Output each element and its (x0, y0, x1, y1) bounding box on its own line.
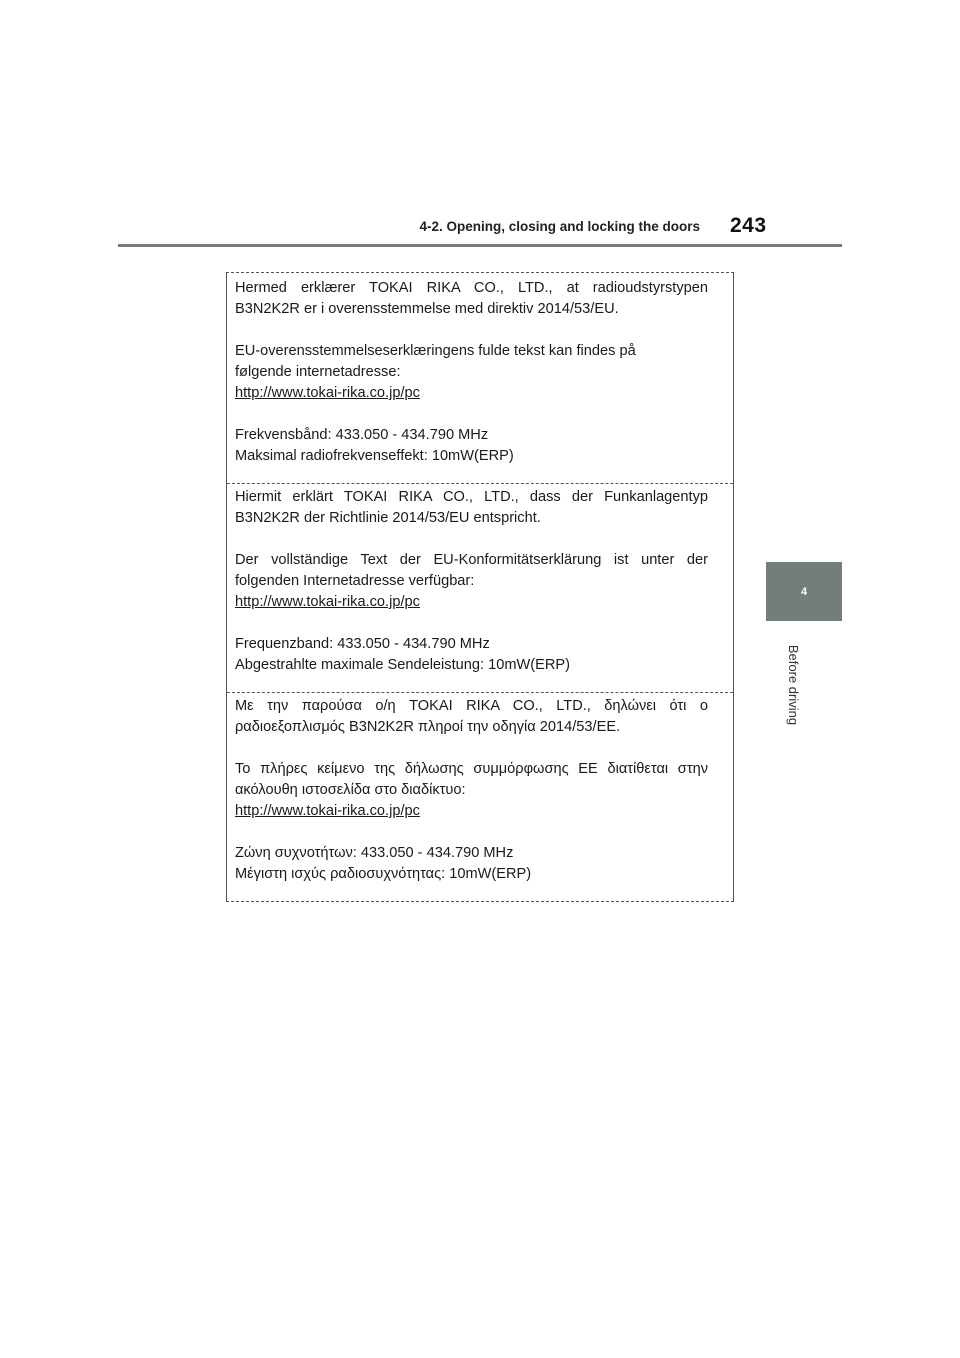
frequency-band: Ζώνη συχνοτήτων: 433.050 - 434.790 MHz (235, 845, 514, 861)
frequency-band: Frequenzband: 433.050 - 434.790 MHz (235, 636, 490, 652)
notice-line: folgenden Internetadresse verfügbar: (235, 573, 475, 589)
block-divider (227, 692, 733, 693)
notice-line: EU-overensstemmelseserklæringens fulde tekst kan findes på (235, 343, 636, 359)
declaration-line: B3N2K2R der Richtlinie 2014/53/EU entspricht. (235, 510, 541, 526)
declaration-statement (235, 278, 708, 320)
declaration-url-link[interactable]: http://www.tokai-rika.co.jp/pc (235, 594, 420, 610)
radio-specs (235, 425, 708, 467)
declaration-block-danish (227, 278, 733, 467)
page-number: 243 (730, 214, 767, 237)
full-text-notice (235, 550, 708, 613)
radio-specs (235, 843, 708, 885)
max-power: Abgestrahlte maximale Sendeleistung: 10mW(ERP) (235, 657, 570, 673)
max-power: Μέγιστη ισχύς ραδιοσυχνότητας: 10mW(ERP) (235, 866, 532, 882)
full-text-notice (235, 341, 708, 404)
declaration-line: Hiermit erklärt TOKAI RIKA CO., LTD., dass der Funkanlagentyp (235, 489, 708, 505)
chapter-tab (766, 562, 842, 621)
chapter-number: 4 (800, 585, 808, 598)
notice-line: Το πλήρες κείμενο της δήλωσης συμμόρφωσης ΕΕ διατίθεται στην (235, 761, 708, 777)
declaration-statement (235, 487, 708, 529)
declaration-statement (235, 696, 708, 738)
section-title: 4-2. Opening, closing and locking the doors (419, 219, 700, 234)
declaration-line: ραδιοεξοπλισμός B3N2K2R πληροί την οδηγία 2014/53/ΕΕ. (235, 719, 621, 735)
declaration-line: Hermed erklærer TOKAI RIKA CO., LTD., at radioudstyrstypen (235, 280, 708, 296)
block-divider (227, 483, 733, 484)
declaration-block-greek (227, 696, 733, 885)
header-rule (118, 244, 842, 247)
declaration-box (226, 272, 734, 902)
declaration-line: Με την παρούσα ο/η TOKAI RIKA CO., LTD., δηλώνει ότι ο (235, 698, 708, 714)
declaration-url-link[interactable]: http://www.tokai-rika.co.jp/pc (235, 385, 420, 401)
declaration-line: B3N2K2R er i overensstemmelse med direktiv 2014/53/EU. (235, 301, 619, 317)
notice-line: ακόλουθη ιστοσελίδα στο διαδίκτυο: (235, 782, 466, 798)
chapter-title: Before driving (786, 644, 801, 726)
max-power: Maksimal radiofrekvenseffekt: 10mW(ERP) (235, 448, 514, 464)
radio-specs (235, 634, 708, 676)
declaration-url-link[interactable]: http://www.tokai-rika.co.jp/pc (235, 803, 420, 819)
full-text-notice (235, 759, 708, 822)
notice-line: Der vollständige Text der EU-Konformitätserklärung ist unter der (235, 552, 708, 568)
notice-line: følgende internetadresse: (235, 364, 401, 380)
declaration-block-german (227, 487, 733, 676)
frequency-band: Frekvensbånd: 433.050 - 434.790 MHz (235, 427, 489, 443)
